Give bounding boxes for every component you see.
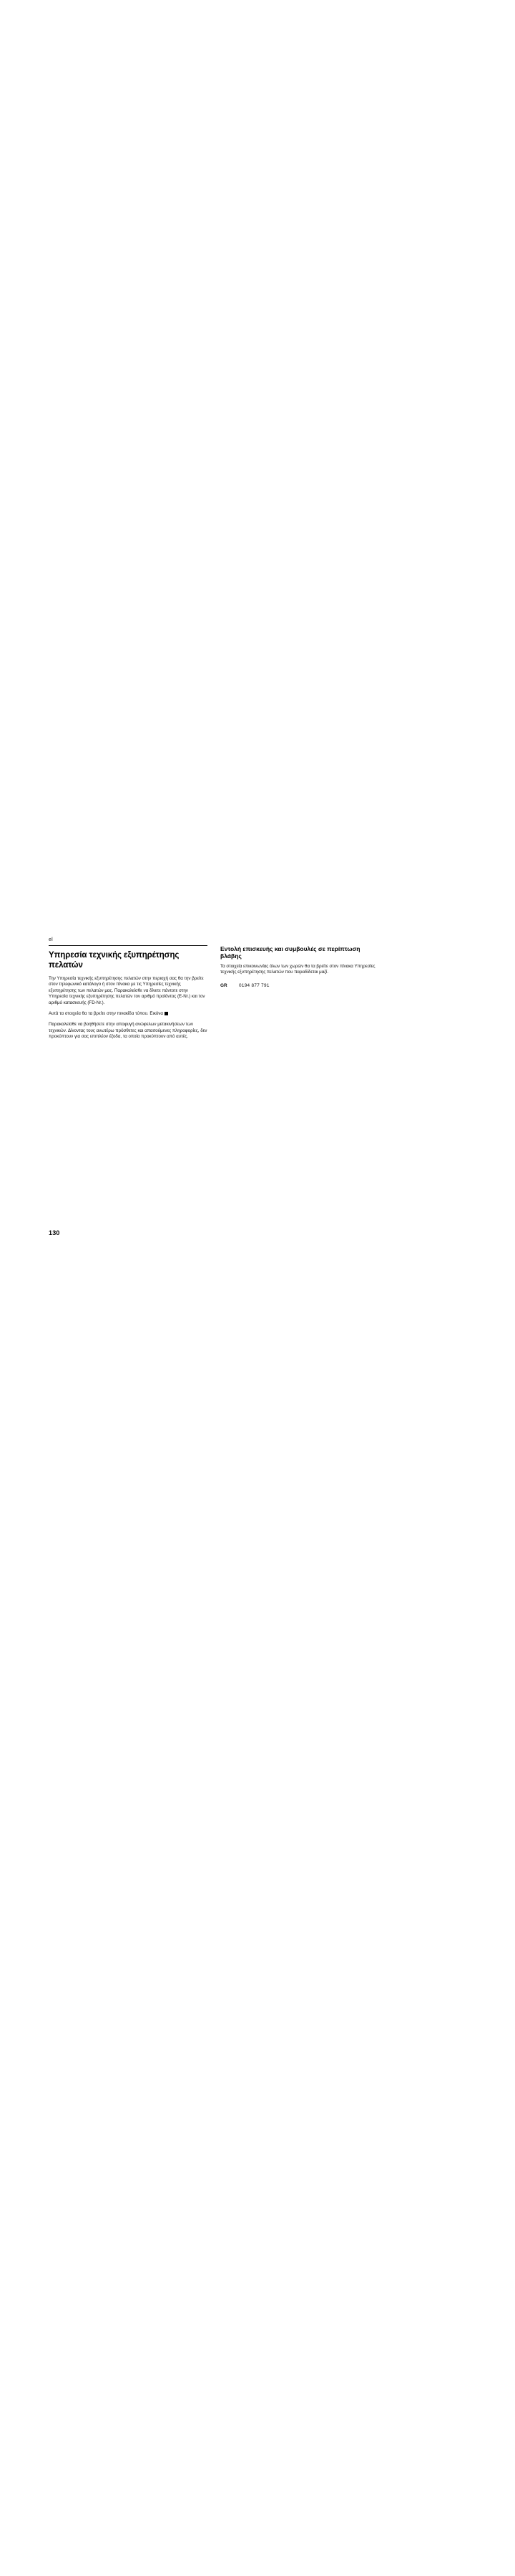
right-column <box>220 945 379 989</box>
paragraph-service-contact: Την Υπηρεσία τεχνικής εξυπηρέτησης πελατών στην περιοχή σας θα την βρείτε στον τηλεφωνικό κατάλογο ή στον πίνακα με τις Υπηρεσίες τεχνικής εξυπηρέτησης των πελατών μας. Παρακαλείσθε να δίνετε πάντοτε στην Υπηρεσία τεχνικής εξυπηρέτησης πελατών τον αριθμό προϊόντος (E-Nr.) και τον αριθμό κατασκευής (FD-Nr.). <box>49 976 205 1005</box>
section-title-customer-service: Υπηρεσία τεχνικής εξυπηρέτησης πελατών <box>49 951 180 970</box>
paragraph-technician-costs: Παρακαλείσθε να βοηθήσετε στην αποφυγή ανώφελων μετακινήσεων των τεχνικών. Δίνοντας τους ανωτέρω πρόσθετες και απαιτούμενες πληροφορίες, δεν προκύπτουν για σας επιπλέον έξοδα, τα οποία προκύπτουν από αυτές. <box>49 1022 207 1040</box>
paragraph-country-contacts: Τα στοιχεία επικοινωνίας όλων των χωρών θα τα βρείτε στον πίνακα Υπηρεσίες τεχνικής εξυπηρέτησης πελατών που παραδίδεται μαζί. <box>220 964 376 975</box>
section-title-repair-order: Εντολή επισκευής και συμβουλές σε περίπτωση βλάβης <box>220 945 360 960</box>
contact-phone-row <box>220 982 379 989</box>
figure-reference-icon <box>165 1012 168 1015</box>
contact-country-code: GR <box>220 982 227 988</box>
page-content <box>49 937 385 1040</box>
two-column-layout <box>49 945 385 1040</box>
left-column <box>49 945 207 1040</box>
contact-phone-number: 0194 877 791 <box>239 982 270 988</box>
page-number: 130 <box>49 1229 60 1236</box>
paragraph-rating-plate <box>49 1011 207 1017</box>
language-marker: el <box>49 937 53 942</box>
paragraph-rating-plate-text: Αυτά τα στοιχεία θα τα βρείτε στην πινακίδα τύπου. Εικόνα <box>49 1011 163 1017</box>
